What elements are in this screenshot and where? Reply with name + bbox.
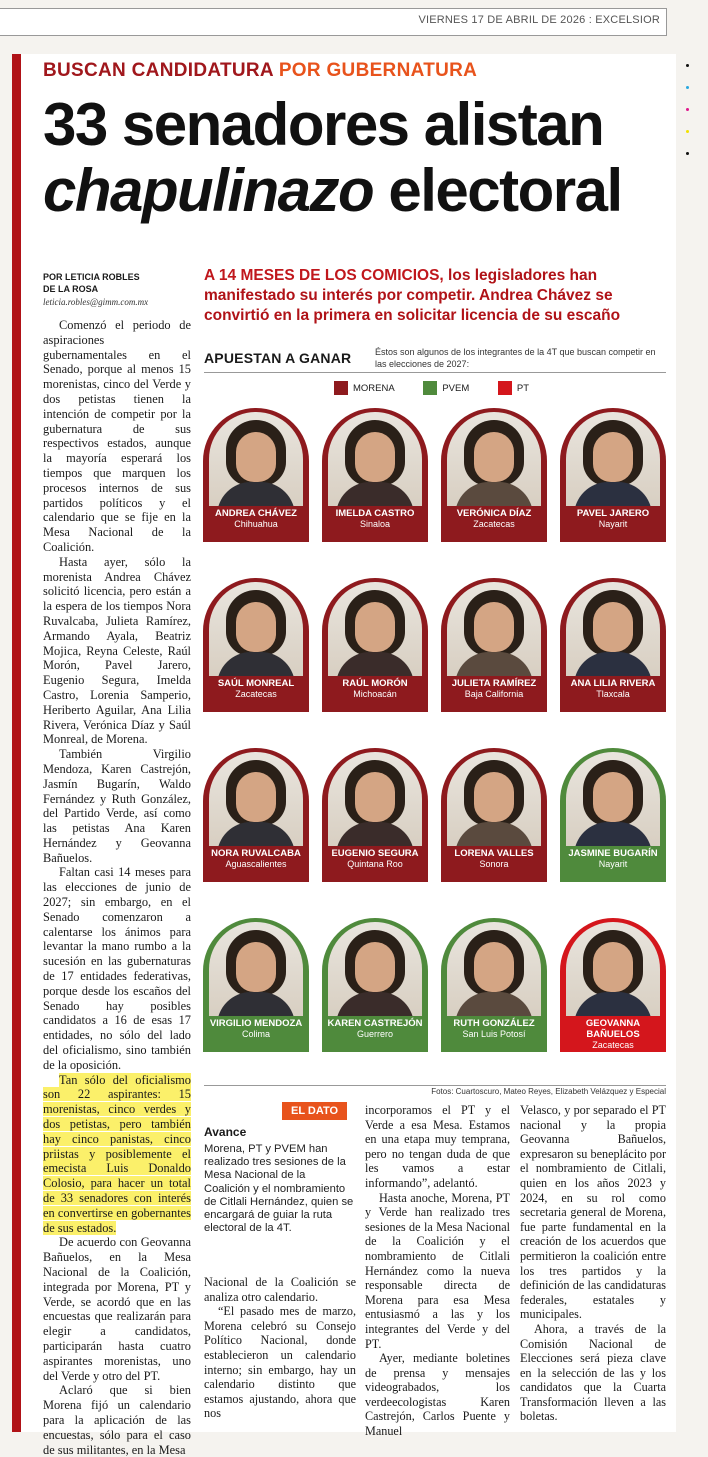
senator-state: Quintana Roo — [347, 859, 403, 869]
senator-name: PAVEL JARERO — [576, 508, 650, 519]
box-rule — [204, 372, 666, 373]
paragraph: Faltan casi 14 meses para las elecciones de junio de 2027; sin embargo, en el Senado comenzaron a calentarse los ánimos para levantar la mano rumbo a la sucesión en las gubernaturas de 17 entidades federativas, porque desde los escaños del Senado hay posibles candidatos a 16 de esas 17 entidades, no sólo del lado del oficialismo, sino también de la oposición. — [43, 865, 191, 1072]
portrait-body — [455, 822, 533, 846]
senator-photo — [328, 922, 422, 1016]
senator-name: NORA RUVALCABA — [211, 848, 301, 859]
senator-card — [203, 748, 309, 882]
paragraph: Hasta ayer, sólo la morenista Andrea Chávez solicitó licencia, pero están a la espera de los tiempos Nora Ruvalcaba, Julieta Ramírez, Armando Ayala, Beatriz Mojica, Reyna Celeste, Raúl Morón, Pavel Jarero, Eugenio Segura, Imelda Castro, Lorenia Samperio, Heriberto Aguilar, Ana Lilia Rivera, Verónica Díaz y Saúl Monreal, de Morena. — [43, 554, 191, 747]
paragraph: incorporamos el PT y el Verde a esa Mesa. Estamos en una etapa muy temprana, pero no tengan duda de que les vamos a estar informando”, adelantó. — [365, 1103, 510, 1190]
byline-email: leticia.robles@gimm.com.mx — [43, 297, 149, 307]
paragraph: Aclaró que si bien Morena fijó un calendario para la aplicación de las encuestas, sólo para el caso de sus militantes, en la Mesa — [43, 1383, 191, 1457]
box-subtitle: Éstos son algunos de los integrantes de la 4T que buscan competir en las elecciones de 2027: — [375, 347, 656, 369]
deck — [204, 266, 664, 326]
byline — [43, 271, 140, 295]
senator-card — [203, 578, 309, 712]
senator-name: IMELDA CASTRO — [335, 508, 415, 519]
senator-card — [203, 408, 309, 542]
senator-photo — [328, 582, 422, 676]
senator-state: Aguascalientes — [225, 859, 287, 869]
portrait-face — [236, 432, 276, 482]
portrait-body — [336, 992, 414, 1016]
photo-credits: Fotos: Cuartoscuro, Mateo Reyes, Elizabeth Velázquez y Especial — [431, 1087, 666, 1096]
senator-card — [322, 748, 428, 882]
portrait-face — [236, 602, 276, 652]
senator-label — [205, 508, 307, 530]
senator-state: Sinaloa — [359, 519, 391, 529]
senator-card — [322, 408, 428, 542]
legend-item-morena — [334, 381, 395, 395]
byline-line1: POR LETICIA ROBLES — [43, 272, 140, 282]
kicker — [43, 60, 477, 82]
portrait-body — [574, 482, 652, 506]
portrait-body — [217, 652, 295, 676]
senator-label — [324, 508, 426, 530]
el-dato-text: Morena, PT y PVEM han realizado tres sesiones de la Mesa Nacional de la Coalición y el nombramiento de Citlali Hernández, quien se encargará de guiar la ruta electoral de la 4T. — [204, 1143, 354, 1235]
senator-label — [562, 678, 664, 700]
portrait-body — [574, 652, 652, 676]
senator-name: EUGENIO SEGURA — [331, 848, 419, 859]
portrait-face — [593, 772, 633, 822]
senator-name: KAREN CASTREJÓN — [327, 1018, 423, 1029]
portrait-face — [593, 942, 633, 992]
el-dato-title: Avance — [204, 1125, 247, 1139]
portrait-body — [574, 822, 652, 846]
legend-swatch — [334, 381, 348, 395]
paragraph: Hasta anoche, Morena, PT y Verde han realizado tres sesiones de la Mesa Nacional de la Coalición y el nombramiento de Citlali Hernández como la nueva responsable directa de Morena para esa Mesa entusiasmó a las y los integrantes del Verde y del PT. — [365, 1190, 510, 1351]
highlighted-text: Tan sólo del oficialismo son 22 aspirantes: 15 morenistas, cinco verdes y dos petistas, pero también hay cinco panistas, cinco priistas y posiblemente el emecista Luis Donaldo Colosio, para hacer un total de 33 senadores con interés en convertirse en gobernantes de sus estados. — [43, 1072, 191, 1235]
portrait-body — [217, 822, 295, 846]
senator-label — [324, 848, 426, 870]
legend-item-pt — [498, 381, 529, 395]
senator-label — [562, 508, 664, 530]
legend-label: MORENA — [353, 382, 395, 394]
senator-photo — [209, 412, 303, 506]
deck-text: los legisladores han manifestado su interés por competir. Andrea Chávez se convirtió en la primera en solicitar licencia de su escaño — [204, 267, 621, 324]
senator-state: Sonora — [479, 859, 509, 869]
senator-photo — [447, 582, 541, 676]
portrait-face — [474, 432, 514, 482]
senator-card — [441, 408, 547, 542]
paragraph: Velasco, y por separado el PT nacional y la propia Geovanna Bañuelos, expresaron su beneplácito por el nombramiento de Citlali, quien en los años 2023 y 2024, en su rol como secretaria general de Morena, fue parte fundamental en la creación de los acuerdos que permitieron la coalición entre los tres partidos y la definición de las candidaturas federales, estatales y municipales. — [520, 1103, 666, 1322]
portrait-face — [474, 942, 514, 992]
legend-swatch — [423, 381, 437, 395]
senator-card — [441, 748, 547, 882]
senator-card — [441, 918, 547, 1052]
kicker-part1: BUSCAN CANDIDATURA — [43, 60, 274, 81]
dateline: VIERNES 17 DE ABRIL DE 2026 : EXCELSIOR — [418, 14, 660, 26]
paragraph: Nacional de la Coalición se analiza otro calendario. — [204, 1275, 356, 1304]
senator-label — [205, 1018, 307, 1040]
portrait-body — [217, 992, 295, 1016]
senator-state: Chihuahua — [234, 519, 278, 529]
senator-label — [443, 508, 545, 530]
body-column-4 — [520, 1103, 666, 1424]
senator-label — [324, 678, 426, 700]
portrait-body — [336, 822, 414, 846]
senator-photo — [447, 752, 541, 846]
portrait-face — [355, 942, 395, 992]
paragraph: Comenzó el periodo de aspiraciones gubernamentales en el Senado, porque al menos 15 morenistas, cinco del Verde y dos petistas tienen la intención de competir por la gubernatura de sus respectivos estados, aunque la mayoría esperará los tiempos que marquen los procesos internos de sus partidos políticos y el calendario que se fije en la Mesa Nacional de la Coalición. — [43, 318, 191, 554]
senator-name: LORENA VALLES — [454, 848, 534, 859]
portrait-face — [236, 772, 276, 822]
senator-card — [560, 748, 666, 882]
senator-name: JASMINE BUGARÍN — [568, 848, 658, 859]
senator-photo — [209, 922, 303, 1016]
senator-label — [205, 678, 307, 700]
portrait-body — [455, 992, 533, 1016]
senator-state: Nayarit — [598, 859, 628, 869]
paragraph-highlighted — [43, 1073, 191, 1236]
senator-name: ANA LILIA RIVERA — [570, 678, 656, 689]
senator-photo — [447, 412, 541, 506]
senator-card — [322, 918, 428, 1052]
senator-photo — [328, 752, 422, 846]
senator-name: SAÚL MONREAL — [217, 678, 295, 689]
senator-state: Zacatecas — [235, 689, 277, 699]
senator-state: Zacatecas — [592, 1040, 634, 1050]
portrait-face — [593, 432, 633, 482]
senator-name: ANDREA CHÁVEZ — [215, 508, 297, 519]
headline — [43, 92, 622, 224]
legend-swatch — [498, 381, 512, 395]
legend-item-pvem — [423, 381, 469, 395]
senator-name: VIRGILIO MENDOZA — [209, 1018, 303, 1029]
senator-name: VERÓNICA DÍAZ — [456, 508, 532, 519]
body-column-2 — [204, 1275, 356, 1421]
senator-card — [560, 408, 666, 542]
headline-line2 — [43, 158, 622, 224]
senator-state: Baja California — [464, 689, 524, 699]
senator-name: GEOVANNA BAÑUELOS — [585, 1018, 641, 1040]
portrait-face — [474, 772, 514, 822]
deck-highlight: A 14 MESES DE LOS COMICIOS, — [204, 267, 444, 284]
senator-photo — [566, 582, 660, 676]
portrait-body — [455, 482, 533, 506]
paragraph: “El pasado mes de marzo, Morena celebró su Consejo Político Nacional, donde establecieron un calendario interno; sin embargo, hay un calendario distinto que estamos ajustando, ahora que nos — [204, 1304, 356, 1421]
senator-label — [205, 848, 307, 870]
senator-label — [324, 1018, 426, 1040]
portrait-face — [355, 772, 395, 822]
headline-italic: chapulinazo — [43, 157, 374, 224]
senator-card — [560, 918, 666, 1052]
credits-rule — [204, 1085, 666, 1086]
color-registration-marks — [686, 64, 694, 174]
paragraph: De acuerdo con Geovanna Bañuelos, en la Mesa Nacional de la Coalición, integrada por Morena, PT y Verde, se acordó que en las encuestas que realizarán para elegir a candidatos, participarán hasta cuatro aspirantes morenistas, uno del Verde y otro del PT. — [43, 1235, 191, 1383]
box-title: APUESTAN A GANAR — [204, 350, 352, 366]
senator-state: Michoacán — [353, 689, 397, 699]
body-column-1 — [43, 318, 191, 1457]
portrait-body — [336, 482, 414, 506]
portrait-face — [474, 602, 514, 652]
legend-label: PT — [516, 382, 530, 394]
portrait-face — [236, 942, 276, 992]
senator-name: JULIETA RAMÍREZ — [451, 678, 537, 689]
paragraph: También Virgilio Mendoza, Karen Castrejón, Jasmín Bugarín, Waldo Fernández y Ruth González, del Partido Verde, así como las petistas Ana Karen Hernández y Geovanna Bañuelos. — [43, 747, 191, 865]
kicker-part2: POR GUBERNATURA — [278, 60, 478, 81]
senator-label — [562, 1018, 664, 1051]
portrait-body — [217, 482, 295, 506]
senator-photo — [209, 752, 303, 846]
legend-label: PVEM — [442, 382, 470, 394]
senator-state: Tlaxcala — [596, 689, 630, 699]
portrait-body — [574, 992, 652, 1016]
senator-photo — [328, 412, 422, 506]
senator-state: Colima — [241, 1029, 270, 1039]
portrait-face — [355, 602, 395, 652]
senator-name: RUTH GONZÁLEZ — [453, 1018, 535, 1029]
party-legend — [334, 381, 555, 398]
paragraph: Ahora, a través de la Comisión Nacional de Elecciones será pieza clave en la selección de las y los candidatos que la Cuarta Transformación lleven a las boletas. — [520, 1321, 666, 1424]
portrait-body — [455, 652, 533, 676]
senator-photo — [566, 752, 660, 846]
senator-card — [203, 918, 309, 1052]
senator-photo — [566, 922, 660, 1016]
paragraph: Ayer, mediante boletines de prensa y mensajes videograbados, los verdeecologistas Karen Castrejón, Carlos Puente y Manuel — [365, 1351, 510, 1439]
senator-label — [443, 1018, 545, 1040]
el-dato-tag: EL DATO — [282, 1102, 347, 1120]
senator-label — [443, 848, 545, 870]
headline-line1: 33 senadores alistan — [43, 91, 604, 158]
senator-state: Guerrero — [356, 1029, 393, 1039]
headline-rest: electoral — [388, 157, 622, 224]
senator-state: San Luis Potosí — [462, 1029, 526, 1039]
portrait-body — [336, 652, 414, 676]
senator-label — [562, 848, 664, 870]
portrait-face — [593, 602, 633, 652]
senator-card — [560, 578, 666, 712]
senator-card — [441, 578, 547, 712]
senator-name: RAÚL MORÓN — [342, 678, 408, 689]
senator-photo — [209, 582, 303, 676]
senator-photo — [447, 922, 541, 1016]
body-column-3 — [365, 1103, 510, 1439]
senator-card — [322, 578, 428, 712]
senator-state: Zacatecas — [473, 519, 515, 529]
senator-state: Nayarit — [598, 519, 628, 529]
portrait-face — [355, 432, 395, 482]
senator-label — [443, 678, 545, 700]
byline-line2: DE LA ROSA — [43, 284, 99, 294]
senator-photo — [566, 412, 660, 506]
